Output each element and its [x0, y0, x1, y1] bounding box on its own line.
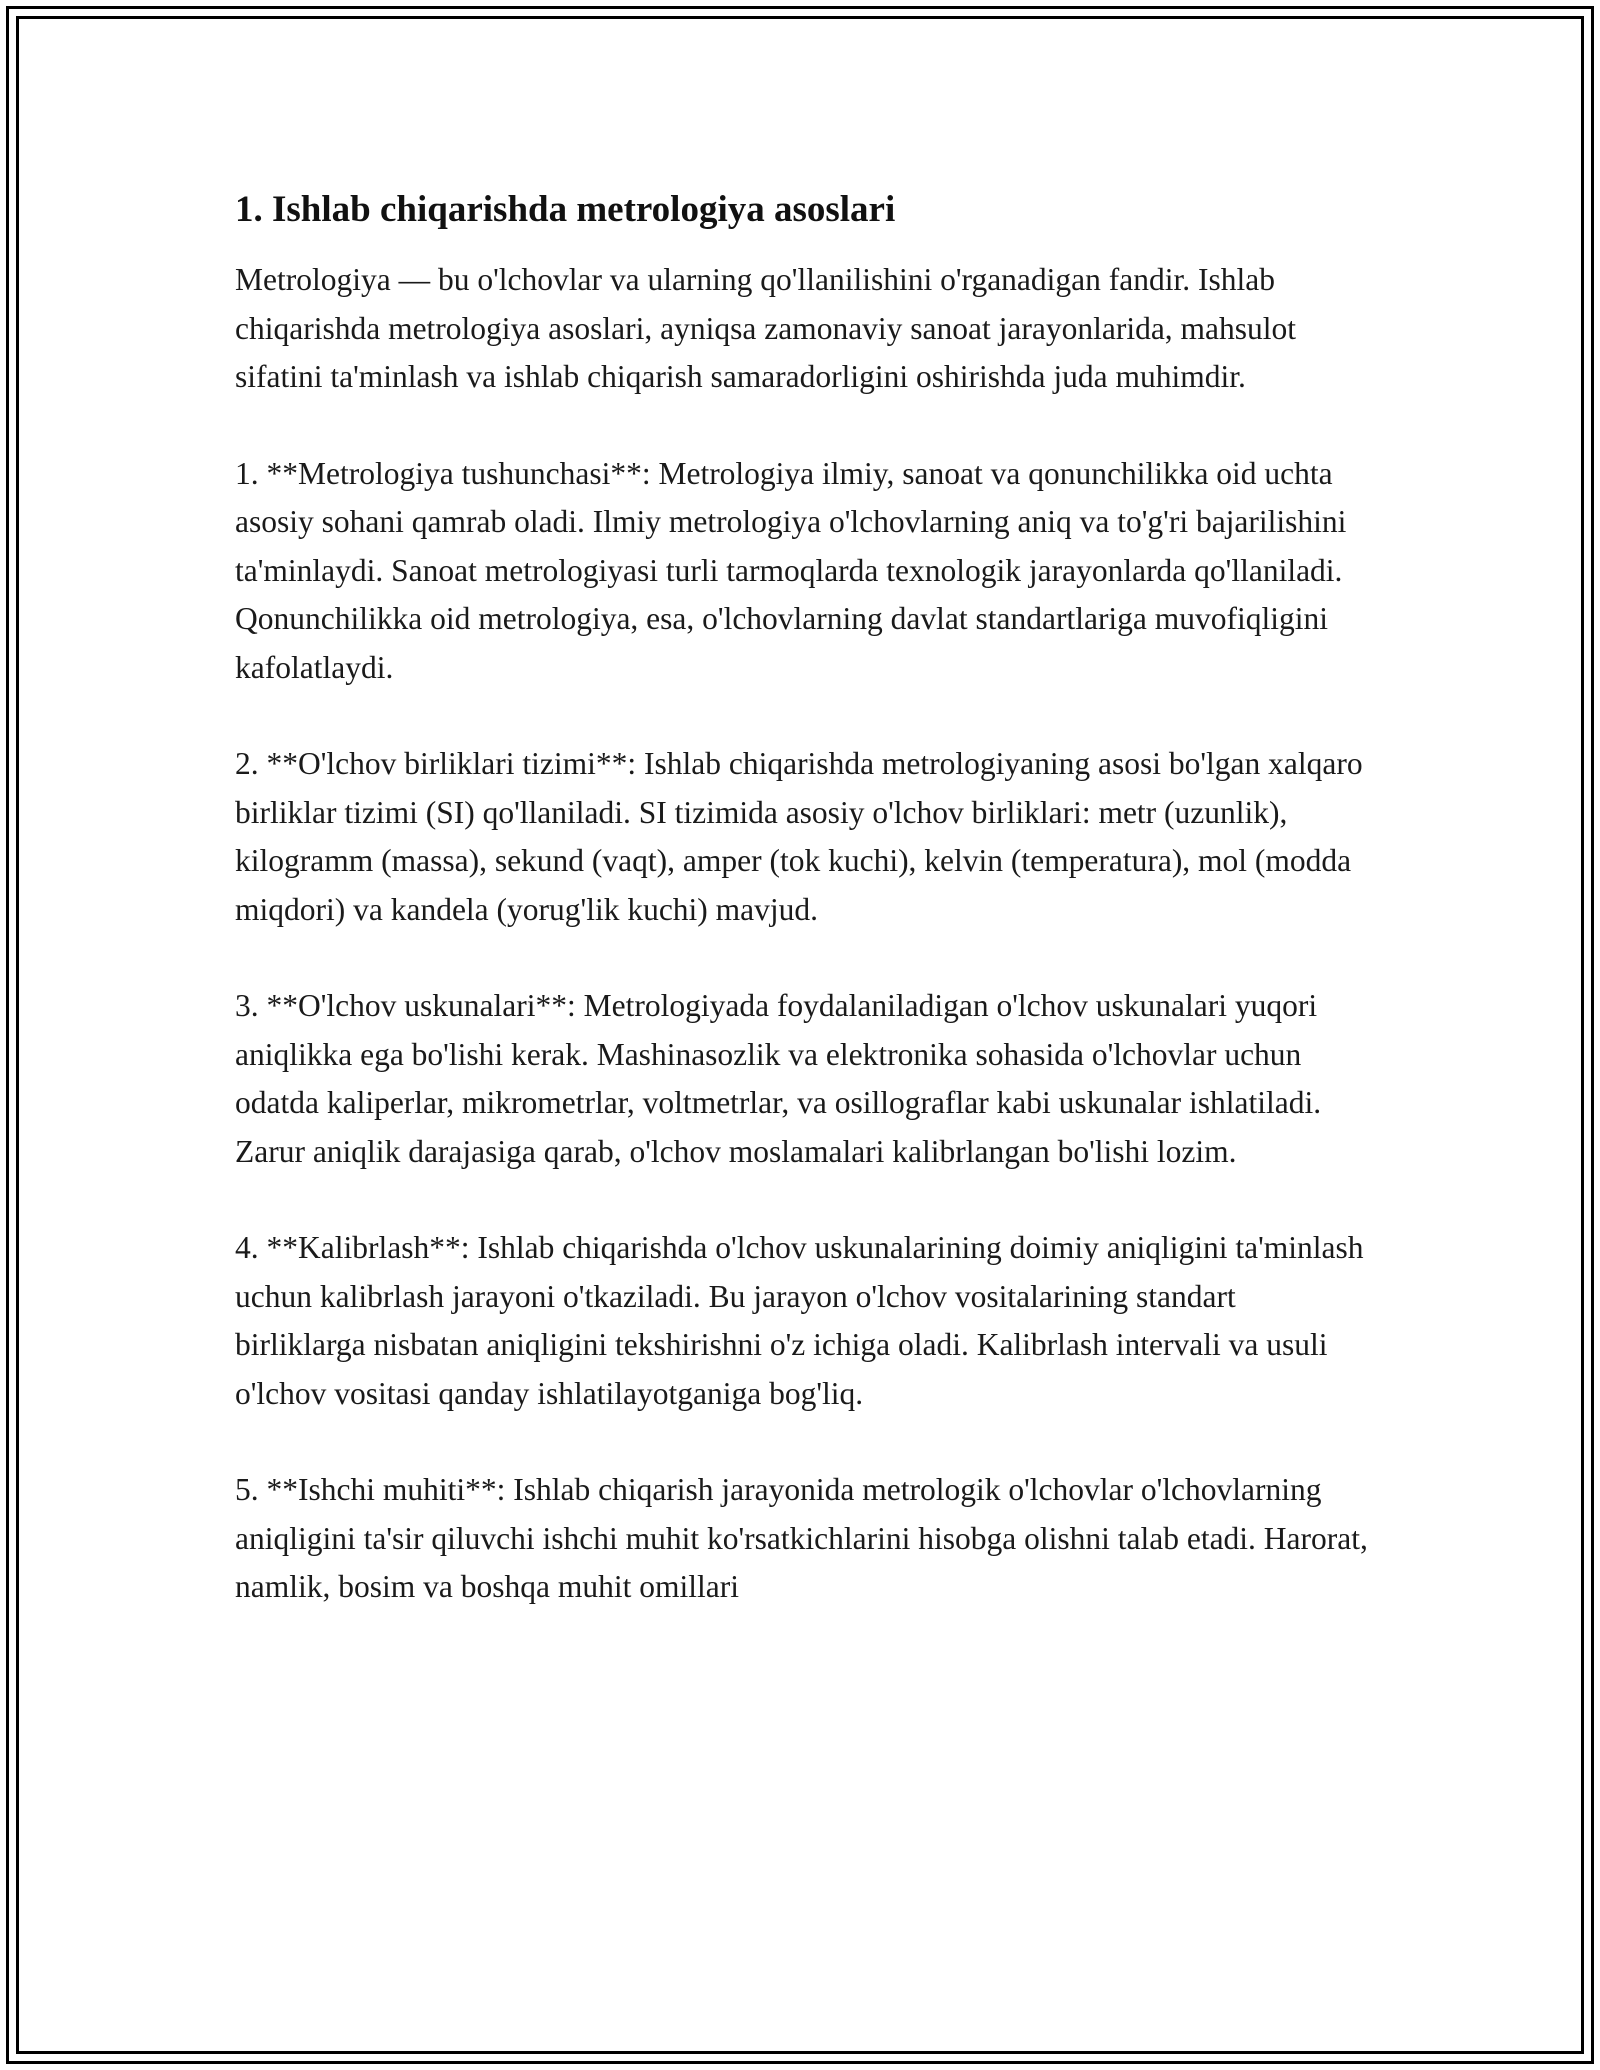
paragraph-unit-system: 2. **O'lchov birliklari tizimi**: Ishlab chiqarishda metrologiyaning asosi bo'lgan xalqaro birliklar tizimi (SI) qo'llaniladi. SI tizimida asosiy o'lchov birliklari: metr (uzunlik), kilogramm (massa), sekund (vaqt), amper (tok kuchi), kelvin (temperatura), mol (modda miqdori) va kandela (yorug'lik kuchi) mavjud. — [235, 746, 1363, 927]
document-body — [235, 186, 1370, 1612]
paragraph-intro: Metrologiya — bu o'lchovlar va ularning qo'llanilishini o'rganadigan fandir. Ishlab chiqarishda metrologiya asoslari, ayniqsa zamonaviy sanoat jarayonlarida, mahsulot sifatini ta'minlash va ishlab chiqarish samaradorligini oshirishda juda muhimdir. — [235, 262, 1297, 394]
paragraph-metrology-concept: 1. **Metrologiya tushunchasi**: Metrologiya ilmiy, sanoat va qonunchilikka oid uchta asosiy sohani qamrab oladi. Ilmiy metrologiya o'lchovlarning aniq va to'g'ri bajarilishini ta'minlaydi. Sanoat metrologiyasi turli tarmoqlarda texnologik jarayonlarda qo'llaniladi. Qonunchilikka oid metrologiya, esa, o'lchovlarning davlat standartlariga muvofiqligini kafolatlaydi. — [235, 455, 1347, 685]
paragraph-calibration: 4. **Kalibrlash**: Ishlab chiqarishda o'lchov uskunalarining doimiy aniqligini ta'minlash uchun kalibrlash jarayoni o'tkaziladi. Bu jarayon o'lchov vositalarining standart birliklarga nisbatan aniqligini tekshirishni o'z ichiga oladi. Kalibrlash intervali va usuli o'lchov vositasi qanday ishlatilayotganiga bog'liq. — [235, 1230, 1364, 1411]
document-title: 1. Ishlab chiqarishda metrologiya asoslari — [235, 189, 896, 230]
paragraph-work-environment: 5. **Ishchi muhiti**: Ishlab chiqarish jarayonida metrologik o'lchovlar o'lchovlarning aniqligini ta'sir qiluvchi ishchi muhit ko'rsatkichlarini hisobga olishni talab etadi. Harorat, namlik, bosim va boshqa muhit omillari — [235, 1472, 1368, 1604]
paragraph-measuring-equipment: 3. **O'lchov uskunalari**: Metrologiyada foydalaniladigan o'lchov uskunalari yuqori aniqlikka ega bo'lishi kerak. Mashinasozlik va elektronika sohasida o'lchovlar uchun odatda kaliperlar, mikrometrlar, voltmetrlar, va osillograflar kabi uskunalar ishlatiladi. Zarur aniqlik darajasiga qarab, o'lchov moslamalari kalibrlangan bo'lishi lozim. — [235, 988, 1322, 1169]
